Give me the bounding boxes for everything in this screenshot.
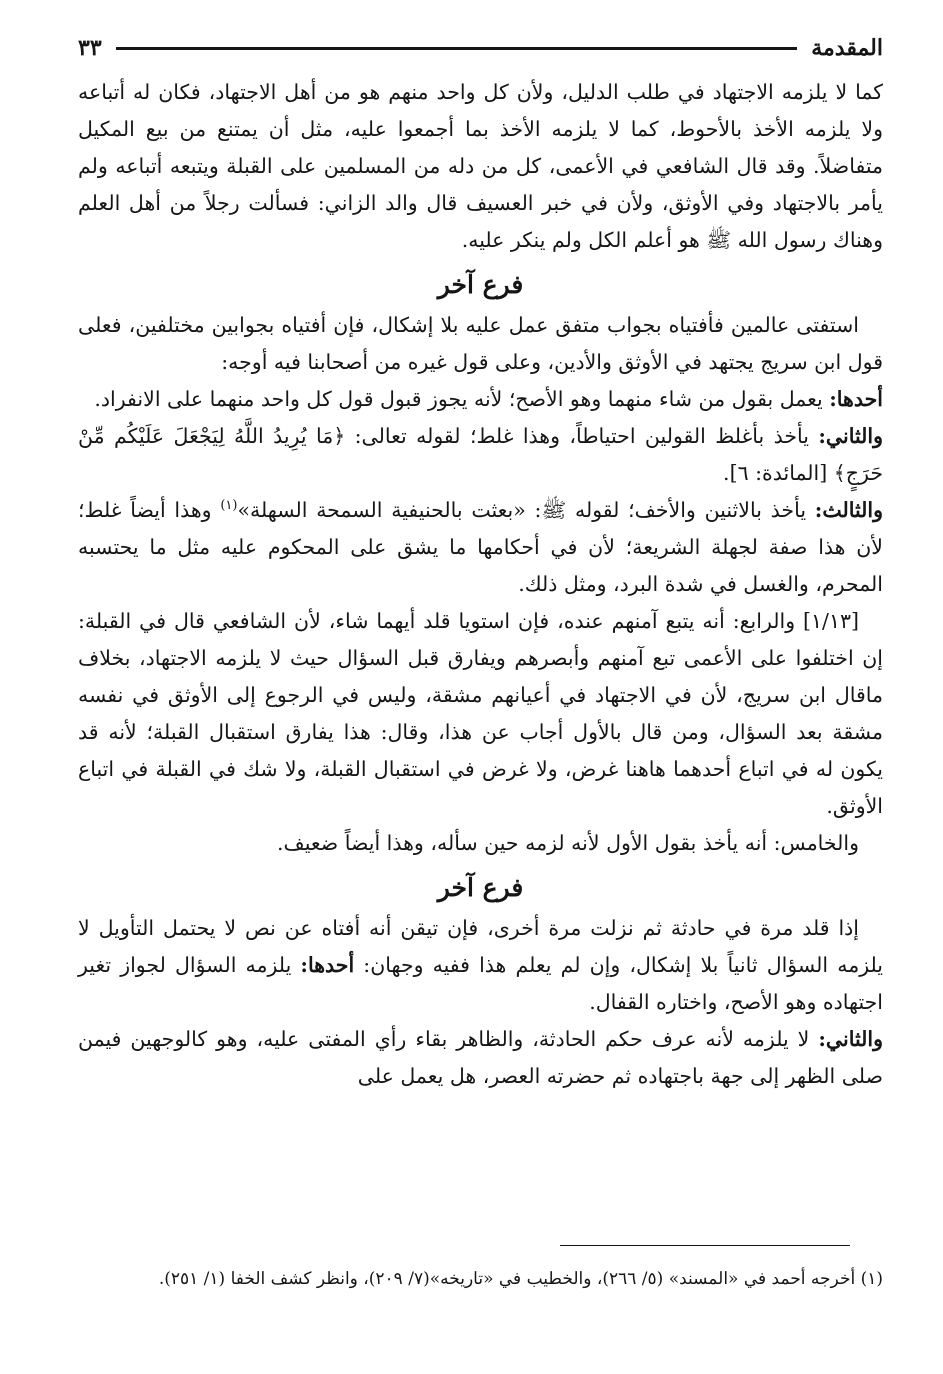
opinion-text: يعمل بقول من شاء منهما وهو الأصح؛ لأنه يجوز قبول قول كل واحد منهما على الانفراد.: [94, 387, 830, 411]
paragraph-opinion-2: [78, 418, 883, 492]
section-heading-1: فرع آخر: [437, 270, 524, 299]
header-rule: [116, 47, 798, 50]
paragraph-opinion-5: والخامس: أنه يأخذ بقول الأول لأنه لزمه حين سأله، وهذا أيضاً ضعيف.: [276, 831, 859, 855]
opinion-label: والثاني:: [818, 1027, 883, 1051]
paragraph-8-text: إذا قلد مرة في حادثة ثم نزلت مرة أخرى، فإن تيقن أنه أفتاه عن نص لا يحتمل التأويل لا يلزمه السؤال ثانياً بلا إشكال، وإن لم يعلم هذا ففيه وجهان:: [78, 916, 883, 977]
paragraph-opinion-3: [78, 492, 883, 603]
opinion-text: يأخذ بالاثنين والأخف؛ لقوله ﷺ: «بعثت بالحنيفية السمحة السهلة»: [237, 498, 815, 522]
running-header: [78, 32, 883, 64]
opinion-label: والثاني:: [818, 424, 883, 448]
opinion-label: أحدها:: [829, 387, 883, 411]
paragraph-9-text: لا يلزمه لأنه عرف حكم الحادثة، والظاهر بقاء رأي المفتى عليه، وهو كالوجهين فيمن صلى الظهر إلى جهة باجتهاده ثم حضرته العصر، هل يعمل على: [78, 1027, 883, 1088]
opinion-label: والثالث:: [814, 498, 883, 522]
opinion-text: يأخذ بأغلظ القولين احتياطاً، وهذا غلط؛ لقوله تعالى: ﴿مَا يُرِيدُ اللَّهُ لِيَجْعَلَ عَلَيْكُم مِّنْ حَرَجٍ﴾ [المائدة: ٦].: [78, 424, 883, 485]
opinion-text-continued: وهذا أيضاً غلط؛ لأن هذا صفة لجهلة الشريعة؛ لأن في أحكامها ما يشق على المحكوم عليه مثل ما يحتسبه المحرم، والغسل في شدة البرد، ومثل ذلك.: [78, 498, 883, 596]
paragraph-opinion-1: [78, 381, 883, 418]
paragraph-8-rest: يلزمه السؤال لجواز تغير اجتهاده وهو الأصح، واختاره القفال.: [78, 953, 883, 1014]
paragraph-opinion-4: [١/١٣] والرابع: أنه يتبع آمنهم عنده، فإن استويا قلد أيهما شاء، لأن الشافعي قال في القبلة: إن اختلفوا على الأعمى تبع آمنهم وأبصرهم ويفارق قبل السؤال حيث لا يلزمه الاجتهاد، بخلاف ماقال ابن سريج، لأن في الاجتهاد في أعيانهم مشقة، وليس في الرجوع إلى الأوثق في نفسه مشقة بعد السؤال، ومن قال بالأول أجاب عن هذا، وقال: هذا يفارق استقبال القبلة؛ لأنه قد يكون له في اتباع أحدهما هاهنا غرض، ولا غرض في استقبال القبلة، ولا شك في القبلة في اتباع الأوثق.: [78, 609, 883, 818]
section-heading-2: فرع آخر: [437, 873, 524, 902]
paragraph-8: [78, 910, 883, 1021]
section-title: المقدمة: [811, 35, 883, 61]
footnote-ref: (١): [220, 498, 238, 514]
page-number: ٣٣: [78, 35, 102, 61]
paragraph-9: [78, 1021, 883, 1095]
footnote-divider: [560, 1245, 850, 1246]
main-text: [78, 74, 883, 1095]
paragraph-1: كما لا يلزمه الاجتهاد في طلب الدليل، ولأن كل واحد منهم هو من أهل الاجتهاد، فكان له أتباعه ولا يلزمه الأخذ بالأحوط، كما لا يلزمه الأخذ بما أجمعوا عليه، مثل أن يمتنع من بيع المكيل متفاضلاً. وقد قال الشافعي في الأعمى، كل من دله من المسلمين على القبلة ويتبعه أتباعه ولم يأمر بالاجتهاد وفي الأوثق، ولأن في خبر العسيف قال والد الزاني: فسألت رجلاً من أهل العلم وهناك رسول الله ﷺ هو أعلم الكل ولم ينكر عليه.: [78, 80, 883, 252]
opinion-label: أحدها:: [300, 953, 355, 977]
paragraph-2: استفتى عالمين فأفتياه بجواب متفق عمل عليه بلا إشكال، فإن أفتياه بجوابين مختلفين، فعلى قول ابن سريج يجتهد في الأوثق والأدين، وعلى قول غيره من أصحابنا فيه أوجه:: [78, 313, 883, 374]
footnote: [78, 1262, 883, 1296]
footnote-text: (١) أخرجه أحمد في «المسند» (٥/ ٢٦٦)، والخطيب في «تاريخه»(٧/ ٢٠٩)، وانظر كشف الخفا (١/ ٢٥١).: [158, 1269, 883, 1289]
